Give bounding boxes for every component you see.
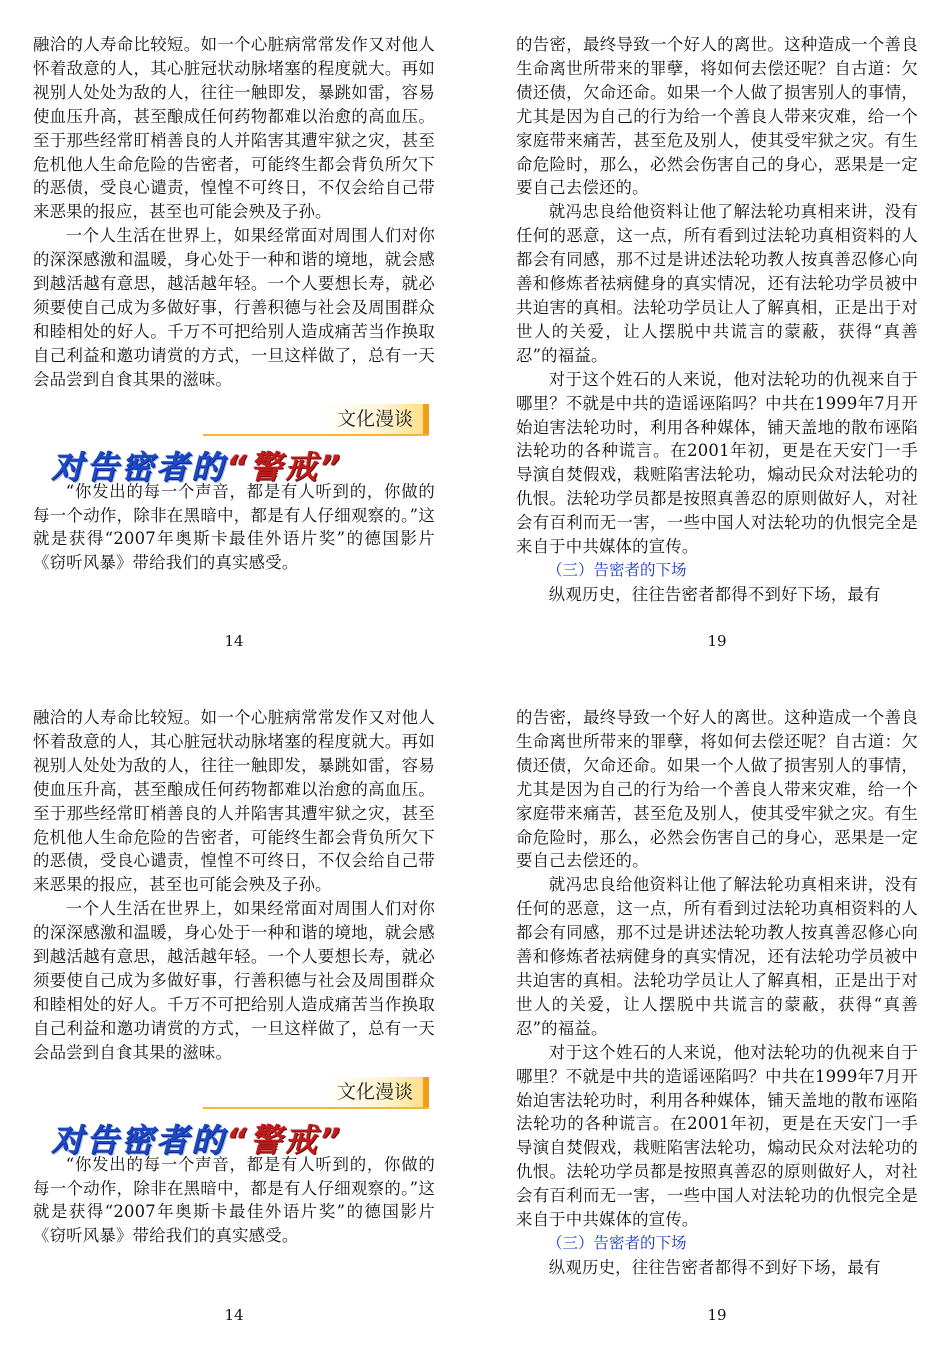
body-paragraph: 融洽的人寿命比较短。如一个心脏病常常发作又对他人怀着敌意的人，其心脏冠状动脉堵塞的程度就大。再如视别人处处为敌的人，往往一触即发，暴跳如雷，容易使血压升高，甚至酿成任何药物都难以治愈的高血压。至于那些经常盯梢善良的人并陷害其遭牢狱之灾，甚至危机他人生命危险的告密者，可能终生都会背负所欠下的恶债，受良心谴责，惶惶不可终日，不仅会给自己带来恶果的报应，甚至也可能会殃及子孙。 [33, 708, 435, 895]
body-paragraph: 纵观历史，往往告密者都得不到好下场，最有 [548, 1257, 881, 1277]
page-number: 19 [707, 1306, 727, 1324]
page-right-top [516, 33, 918, 607]
page-number: 14 [224, 1306, 244, 1324]
article-headline [51, 442, 343, 488]
headline-text: 对告密者的 [51, 447, 227, 486]
column-tag: 文化漫谈 [325, 404, 429, 434]
body-paragraph: 对于这个姓石的人来说，他对法轮功的仇视来自于哪里？不就是中共的造谣诬陷吗？中共在1999年7月开始迫害法轮功时，利用各种媒体，铺天盖地的散布诬陷法轮功的各种谎言。在2001年初，更是在天安门一手导演自焚假戏，栽赃陷害法轮功，煽动民众对法轮功的仇恨。法轮功学员都是按照真善忍的原则做好人，对社会有百利而无一害，一些中国人对法轮功的仇恨完全是来自于中共媒体的宣传。 [516, 369, 918, 557]
article-banner [33, 1069, 435, 1159]
page-right-bottom [516, 706, 918, 1280]
column-tag: 文化漫谈 [325, 1077, 429, 1107]
headline-quoted: “警戒” [226, 447, 344, 486]
article-intro: “你发出的每一个声音，都是有人听到的，你做的每一个动作，除非在黑暗中，都是有人仔细观察的。”这就是获得“2007年奥斯卡最佳外语片奖”的德国影片《窃听风暴》带给我们的真实感受。 [33, 1154, 435, 1246]
body-paragraph: 就冯忠良给他资料让他了解法轮功真相来讲，没有任何的恶意，这一点，所有看到过法轮功真相资料的人都会有同感，那不过是讲述法轮功教人按真善忍修心向善和修炼者祛病健身的真实情况，还有法轮功学员被中共迫害的真相。法轮功学员让人了解真相，正是出于对世人的关爱，让人摆脱中共谎言的蒙蔽，获得“真善忍”的福益。 [516, 202, 918, 365]
headline-text: 对告密者的 [51, 1120, 227, 1159]
tag-underline [203, 434, 429, 436]
article-banner [33, 396, 435, 486]
body-paragraph: 纵观历史，往往告密者都得不到好下场，最有 [548, 584, 881, 604]
tag-underline [203, 1107, 429, 1109]
body-paragraph: 一个人生活在世界上，如果经常面对周围人们对你的深深感激和温暖，身心处于一种和谐的境地，就会感到越活越有意思，越活越年轻。一个人要想长寿，就必须要使自己成为多做好事，行善积德与社会及周围群众和睦相处的好人。千万不可把给别人造成痛苦当作换取自己利益和邀功请赏的方式，一旦这样做了，总有一天会品尝到自食其果的滋味。 [33, 226, 435, 389]
page-left-bottom [33, 706, 435, 1248]
body-paragraph: 一个人生活在世界上，如果经常面对周围人们对你的深深感激和温暖，身心处于一种和谐的境地，就会感到越活越有意思，越活越年轻。一个人要想长寿，就必须要使自己成为多做好事，行善积德与社会及周围群众和睦相处的好人。千万不可把给别人造成痛苦当作换取自己利益和邀功请赏的方式，一旦这样做了，总有一天会品尝到自食其果的滋味。 [33, 899, 435, 1062]
page-number: 19 [707, 632, 727, 650]
article-headline [51, 1115, 343, 1161]
body-paragraph: 的告密，最终导致一个好人的离世。这种造成一个善良生命离世所带来的罪孽，将如何去偿还呢？自古道：欠债还债，欠命还命。如果一个人做了损害别人的事情，尤其是因为自己的行为给一个善良人带来灾难，给一个家庭带来痛苦，甚至危及别人，使其受牢狱之灾。有生命危险时，那么，必然会伤害自己的身心，恶果是一定要自己去偿还的。 [516, 35, 918, 198]
body-paragraph: 融洽的人寿命比较短。如一个心脏病常常发作又对他人怀着敌意的人，其心脏冠状动脉堵塞的程度就大。再如视别人处处为敌的人，往往一触即发，暴跳如雷，容易使血压升高，甚至酿成任何药物都难以治愈的高血压。至于那些经常盯梢善良的人并陷害其遭牢狱之灾，甚至危机他人生命危险的告密者，可能终生都会背负所欠下的恶债，受良心谴责，惶惶不可终日，不仅会给自己带来恶果的报应，甚至也可能会殃及子孙。 [33, 35, 435, 222]
body-paragraph: 对于这个姓石的人来说，他对法轮功的仇视来自于哪里？不就是中共的造谣诬陷吗？中共在1999年7月开始迫害法轮功时，利用各种媒体，铺天盖地的散布诬陷法轮功的各种谎言。在2001年初，更是在天安门一手导演自焚假戏，栽赃陷害法轮功，煽动民众对法轮功的仇恨。法轮功学员都是按照真善忍的原则做好人，对社会有百利而无一害，一些中国人对法轮功的仇恨完全是来自于中共媒体的宣传。 [516, 1042, 918, 1230]
headline-quoted: “警戒” [226, 1120, 344, 1159]
body-paragraph: 就冯忠良给他资料让他了解法轮功真相来讲，没有任何的恶意，这一点，所有看到过法轮功真相资料的人都会有同感，那不过是讲述法轮功教人按真善忍修心向善和修炼者祛病健身的真实情况，还有法轮功学员被中共迫害的真相。法轮功学员让人了解真相，正是出于对世人的关爱，让人摆脱中共谎言的蒙蔽，获得“真善忍”的福益。 [516, 875, 918, 1038]
page-number: 14 [224, 632, 244, 650]
page-left-top [33, 33, 435, 575]
section-subheading: （三）告密者的下场 [547, 560, 687, 579]
article-intro: “你发出的每一个声音，都是有人听到的，你做的每一个动作，除非在黑暗中，都是有人仔细观察的。”这就是获得“2007年奥斯卡最佳外语片奖”的德国影片《窃听风暴》带给我们的真实感受。 [33, 481, 435, 573]
section-subheading: （三）告密者的下场 [547, 1233, 687, 1252]
body-paragraph: 的告密，最终导致一个好人的离世。这种造成一个善良生命离世所带来的罪孽，将如何去偿还呢？自古道：欠债还债，欠命还命。如果一个人做了损害别人的事情，尤其是因为自己的行为给一个善良人带来灾难，给一个家庭带来痛苦，甚至危及别人，使其受牢狱之灾。有生命危险时，那么，必然会伤害自己的身心，恶果是一定要自己去偿还的。 [516, 708, 918, 871]
